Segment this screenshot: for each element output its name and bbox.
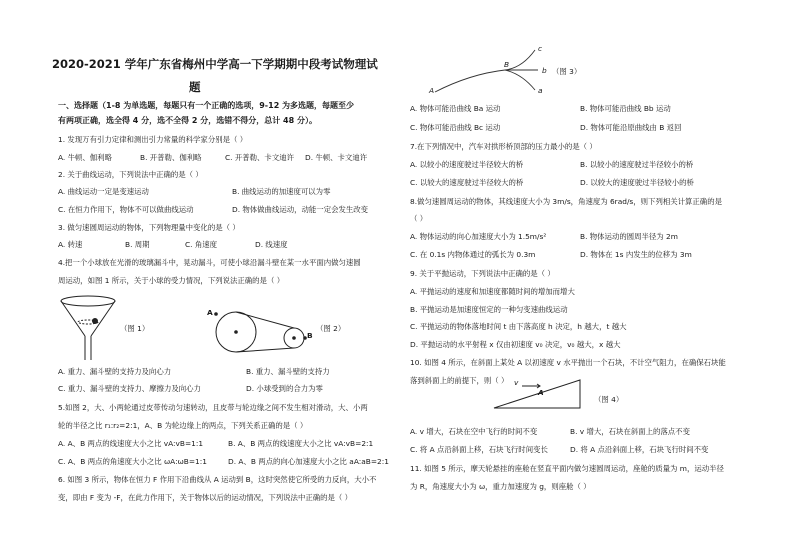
curve-ba bbox=[505, 50, 535, 70]
q8-option-d: D. 物体在 1s 内发生的位移为 3m bbox=[580, 250, 692, 259]
q5-option-d: D. A、B 两点的向心加速度大小之比 aA:aB=2:1 bbox=[228, 457, 389, 466]
q11-stem-line1: 11. 如图 5 所示，摩天轮悬挂的座舱在竖直平面内做匀速圆周运动，座舱的质量为 m，运动半径 bbox=[410, 464, 724, 473]
q3-option-c: C. 角速度 bbox=[185, 240, 218, 249]
q10-option-a: A. v 增大，石块在空中飞行的时间不变 bbox=[410, 427, 538, 436]
q2-option-c: C. 在恒力作用下，物体不可以做曲线运动 bbox=[58, 205, 194, 214]
q6-option-b: B. 物体可能沿曲线 Bb 运动 bbox=[580, 104, 671, 113]
q10-stem-line1: 10. 如图 4 所示，在斜面上某处 A 以初速度 v 水平抛出一个石块，不计空气阻力，在确保石块能 bbox=[410, 358, 726, 367]
belt-pulley-figure bbox=[214, 310, 314, 356]
q8-stem-line1: 8.做匀速圆周运动的物体，其线速度大小为 3m/s，角速度为 6rad/s，则下列相关计算正确的是 bbox=[410, 197, 722, 206]
q5-option-a: A. A、B 两点的线速度大小之比 vA:vB=1:1 bbox=[58, 439, 204, 448]
incline-label-a: A bbox=[538, 388, 544, 397]
q3-stem: 3. 做匀速圆周运动的物体，下列物理量中变化的是（ ） bbox=[58, 223, 240, 232]
curve-label-b-small: b bbox=[542, 66, 547, 75]
q1-option-a: A. 牛顿、伽利略 bbox=[58, 153, 112, 162]
q5-stem-line1: 5.如图 2，大、小两轮通过皮带传动匀速转动，且皮带与轮边缘之间不发生相对滑动，大、小两 bbox=[58, 403, 368, 412]
q4-option-b: B. 重力、漏斗壁的支持力 bbox=[246, 367, 330, 376]
q2-option-d: D. 物体做曲线运动，动能一定会发生改变 bbox=[232, 205, 369, 214]
q6-stem-line2: 变，即由 F 变为 -F，在此力作用下，关于物体以后的运动情况，下列说法中正确的是（ ） bbox=[58, 493, 353, 502]
q1-option-d: D. 牛顿、卡文迪许 bbox=[305, 153, 368, 162]
exam-title-line1: 2020-2021 学年广东省梅州中学高一下学期期中段考试物理试 bbox=[52, 57, 378, 71]
q6-option-d: D. 物体可能沿原曲线由 B 返回 bbox=[580, 123, 682, 132]
curve-label-b: B bbox=[504, 60, 510, 69]
q1-option-b: B. 开普勒、伽利略 bbox=[140, 153, 202, 162]
q4-stem-line1: 4.把一个小球放在光滑的玻璃漏斗中，晃动漏斗，可使小球沿漏斗壁在某一水平面内做匀速圆 bbox=[58, 258, 361, 267]
q9-stem: 9. 关于平抛运动，下列说法中正确的是（ ） bbox=[410, 269, 555, 278]
q7-option-a: A. 以较小的速度驶过半径较大的桥 bbox=[410, 160, 524, 169]
q10-option-d: D. 将 A 点沿斜面上移，石块飞行时间不变 bbox=[570, 445, 709, 454]
q7-option-d: D. 以较大的速度驶过半径较小的桥 bbox=[580, 178, 694, 187]
section-heading-line1: 一、选择题（1-8 为单选题，每题只有一个正确的选项，9-12 为多选题，每题至少 bbox=[58, 101, 355, 110]
q9-option-b: B. 平抛运动是加速度恒定的一种匀变速曲线运动 bbox=[410, 305, 568, 314]
figure2-caption: （图 2） bbox=[316, 324, 346, 333]
q5-option-b: B. A、B 两点的线速度大小之比 vA:vB=2:1 bbox=[228, 439, 374, 448]
curve-bc bbox=[505, 70, 535, 90]
q7-option-c: C. 以较大的速度驶过半径较大的桥 bbox=[410, 178, 524, 187]
q5-option-c: C. A、B 两点的角速度大小之比 ωA:ωB=1:1 bbox=[58, 457, 207, 466]
curve-figure bbox=[430, 44, 543, 96]
incline-label-v: v bbox=[514, 378, 519, 387]
q3-option-d: D. 线速度 bbox=[255, 240, 288, 249]
funnel-rim bbox=[61, 296, 115, 306]
q1-stem: 1. 发现万有引力定律和测出引力常量的科学家分别是（ ） bbox=[58, 135, 248, 144]
q8-option-b: B. 物体运动的圆周半径为 2m bbox=[580, 232, 678, 241]
figure3-caption: （图 3） bbox=[552, 67, 582, 76]
q9-option-d: D. 平抛运动的水平射程 x 仅由初速度 v₀ 决定，v₀ 越大，x 越大 bbox=[410, 340, 621, 349]
q2-option-a: A. 曲线运动一定是变速运动 bbox=[58, 187, 149, 196]
q4-option-c: C. 重力、漏斗壁的支持力、摩擦力及向心力 bbox=[58, 384, 201, 393]
q2-option-b: B. 曲线运动的加速度可以为零 bbox=[232, 187, 331, 196]
q6-stem-line1: 6. 如图 3 所示，物体在恒力 F 作用下沿曲线从 A 运动到 B，这时突然使它所受的力反向，大小不 bbox=[58, 475, 377, 484]
section-heading-line2: 有两项正确，选全得 4 分，选不全得 2 分，选错不得分，总计 48 分）。 bbox=[58, 116, 317, 125]
q10-option-c: C. 将 A 点沿斜面上移，石块飞行时间变长 bbox=[410, 445, 548, 454]
pulley-label-b: B bbox=[307, 331, 313, 340]
q3-option-b: B. 周期 bbox=[125, 240, 150, 249]
ball-in-funnel bbox=[92, 318, 98, 324]
curve-ab bbox=[435, 70, 505, 92]
q9-option-c: C. 平抛运动的物体落地时间 t 由下落高度 h 决定，h 越大，t 越大 bbox=[410, 322, 627, 331]
q2-stem: 2. 关于曲线运动，下列说法中正确的是（ ） bbox=[58, 170, 203, 179]
curve-label-c: c bbox=[538, 44, 543, 53]
q8-option-c: C. 在 0.1s 内物体通过的弧长为 0.3m bbox=[410, 250, 536, 259]
q10-option-b: B. v 增大，石块在斜面上的落点不变 bbox=[570, 427, 690, 436]
q7-option-b: B. 以较小的速度驶过半径较小的桥 bbox=[580, 160, 694, 169]
funnel-figure bbox=[58, 294, 118, 364]
q9-option-a: A. 平抛运动的速度和加速度都随时间的增加而增大 bbox=[410, 287, 575, 296]
q5-stem-line2: 轮的半径之比 r₁:r₂=2:1，A、B 为轮边缘上的两点，下列关系正确的是（ ） bbox=[58, 421, 308, 430]
q3-option-a: A. 转速 bbox=[58, 240, 83, 249]
q4-option-a: A. 重力、漏斗壁的支持力及向心力 bbox=[58, 367, 172, 376]
q6-option-a: A. 物体可能沿曲线 Ba 运动 bbox=[410, 104, 501, 113]
exam-title-line2: 题 bbox=[189, 80, 201, 94]
curve-label-a-small: a bbox=[538, 86, 543, 95]
curve-label-a: A bbox=[429, 86, 435, 95]
q10-stem-line2: 落到斜面上的前提下，则（ ） bbox=[410, 376, 509, 385]
pulley-label-a: A bbox=[207, 308, 213, 317]
q8-stem-line2: （ ） bbox=[410, 214, 428, 223]
q8-option-a: A. 物体运动的向心加速度大小为 1.5m/s² bbox=[410, 232, 547, 241]
q7-stem: 7.在下列情况中，汽车对拱形桥顶部的压力最小的是（ ） bbox=[410, 142, 597, 151]
q6-option-c: C. 物体可能沿曲线 Bc 运动 bbox=[410, 123, 501, 132]
q4-option-d: D. 小球受到的合力为零 bbox=[246, 384, 323, 393]
q11-stem-line2: 为 R，角速度大小为 ω，重力加速度为 g，则座舱（ ） bbox=[410, 482, 591, 491]
q1-option-c: C. 开普勒、卡文迪许 bbox=[225, 153, 294, 162]
figure1-caption: （图 1） bbox=[120, 324, 150, 333]
q4-stem-line2: 周运动，如图 1 所示，关于小球的受力情况，下列说法正确的是（ ） bbox=[58, 276, 285, 285]
figure4-caption: （图 4） bbox=[594, 395, 624, 404]
